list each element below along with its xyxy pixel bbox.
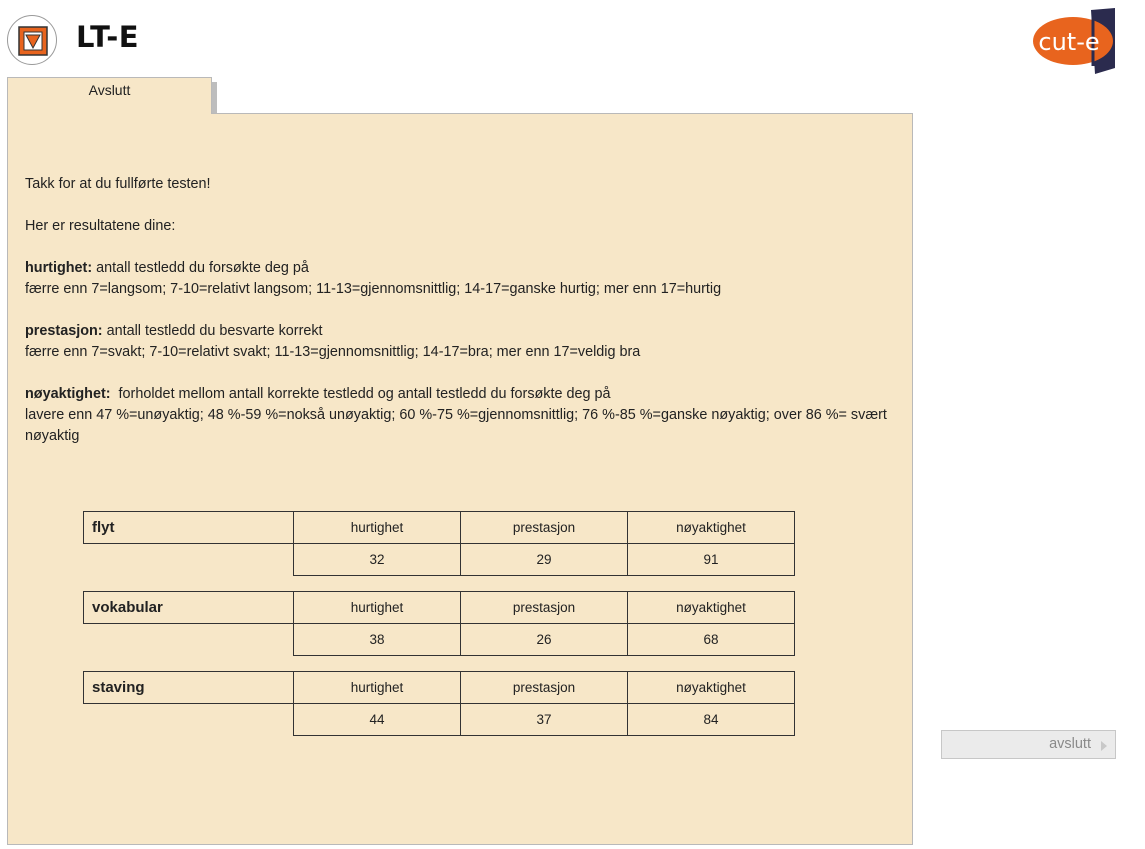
definition-noyaktighet bbox=[25, 384, 895, 447]
test-logo-icon bbox=[18, 26, 48, 56]
value-cell: 91 bbox=[628, 544, 795, 576]
result-table-staving bbox=[83, 671, 795, 736]
column-header: hurtighet bbox=[294, 672, 461, 704]
cut-e-logo bbox=[1033, 8, 1123, 78]
results-heading: Her er resultatene dine: bbox=[25, 218, 176, 234]
column-header: nøyaktighet bbox=[628, 512, 795, 544]
app-logo bbox=[7, 15, 57, 65]
definition-prestasjon bbox=[25, 321, 895, 363]
column-header: nøyaktighet bbox=[628, 672, 795, 704]
value-cell: 26 bbox=[461, 624, 628, 656]
exit-button-label: avslutt bbox=[1049, 736, 1091, 752]
empty-cell bbox=[84, 624, 294, 656]
definition-scale: færre enn 7=svakt; 7-10=relativt svakt; 11-13=gjennomsnittlig; 14-17=bra; mer enn 17=veldig bra bbox=[25, 344, 641, 360]
definition-term: nøyaktighet: bbox=[25, 386, 111, 402]
value-cell: 38 bbox=[294, 624, 461, 656]
definition-desc: forholdet mellom antall korrekte testledd og antall testledd du forsøkte deg på bbox=[110, 386, 611, 402]
result-table-flyt bbox=[83, 511, 795, 576]
table-header-row bbox=[84, 512, 795, 544]
table-value-row bbox=[84, 624, 795, 656]
column-header: prestasjon bbox=[461, 672, 628, 704]
column-header: hurtighet bbox=[294, 512, 461, 544]
empty-cell bbox=[84, 704, 294, 736]
value-cell: 32 bbox=[294, 544, 461, 576]
table-value-row bbox=[84, 544, 795, 576]
arrow-right-icon bbox=[1101, 741, 1107, 751]
test-name: staving bbox=[84, 672, 294, 704]
value-cell: 68 bbox=[628, 624, 795, 656]
definition-term: prestasjon: bbox=[25, 323, 103, 339]
value-cell: 44 bbox=[294, 704, 461, 736]
definition-term: hurtighet: bbox=[25, 260, 93, 276]
empty-cell bbox=[84, 544, 294, 576]
definition-hurtighet bbox=[25, 258, 895, 300]
results-panel bbox=[7, 113, 913, 845]
table-header-row bbox=[84, 592, 795, 624]
thanks-text: Takk for at du fullførte testen! bbox=[25, 176, 211, 192]
value-cell: 29 bbox=[461, 544, 628, 576]
brand-text: cut-e bbox=[1038, 28, 1100, 56]
column-header: prestasjon bbox=[461, 512, 628, 544]
tab-shadow bbox=[212, 82, 217, 113]
column-header: hurtighet bbox=[294, 592, 461, 624]
test-name: flyt bbox=[84, 512, 294, 544]
test-name: vokabular bbox=[84, 592, 294, 624]
column-header: prestasjon bbox=[461, 592, 628, 624]
column-header: nøyaktighet bbox=[628, 592, 795, 624]
definition-scale: lavere enn 47 %=unøyaktig; 48 %-59 %=nokså unøyaktig; 60 %-75 %=gjennomsnittlig; 76 %-85 %=ganske nøyaktig; over 86 %= svært nøyaktig bbox=[25, 407, 887, 444]
tab-avslutt[interactable]: Avslutt bbox=[7, 77, 212, 114]
results-text bbox=[25, 174, 895, 468]
table-header-row bbox=[84, 672, 795, 704]
exit-button[interactable] bbox=[941, 730, 1116, 759]
definition-scale: færre enn 7=langsom; 7-10=relativt langsom; 11-13=gjennomsnittlig; 14-17=ganske hurtig; mer enn 17=hurtig bbox=[25, 281, 722, 297]
app-title: LT-E bbox=[76, 20, 140, 54]
definition-desc: antall testledd du forsøkte deg på bbox=[92, 260, 309, 276]
definition-desc: antall testledd du besvarte korrekt bbox=[102, 323, 323, 339]
table-value-row bbox=[84, 704, 795, 736]
results-tables bbox=[83, 511, 795, 751]
result-table-vokabular bbox=[83, 591, 795, 656]
value-cell: 37 bbox=[461, 704, 628, 736]
value-cell: 84 bbox=[628, 704, 795, 736]
